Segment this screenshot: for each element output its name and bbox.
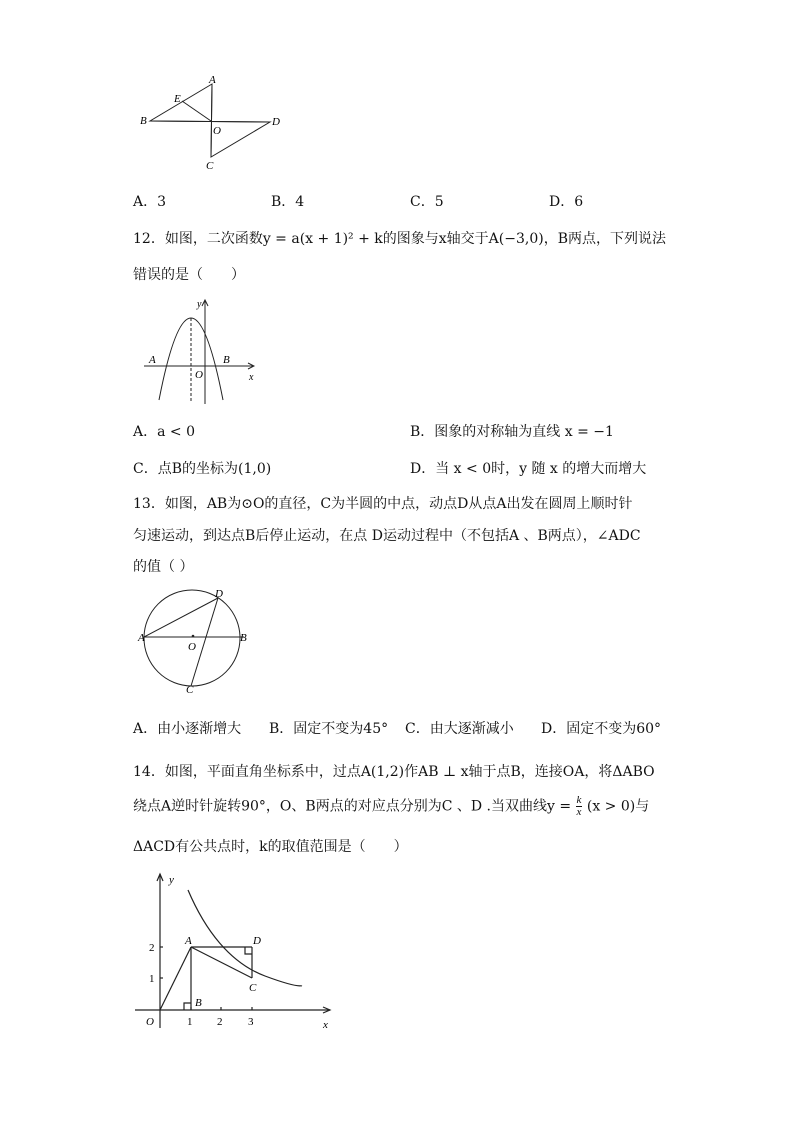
label-c: C bbox=[249, 982, 257, 994]
tick-label-x-2: 2 bbox=[217, 1016, 223, 1028]
diagonal-bd bbox=[150, 121, 270, 122]
q11-option-c: C．5 bbox=[410, 194, 444, 210]
label-y: y bbox=[197, 299, 202, 310]
fraction-denominator: x bbox=[576, 806, 582, 818]
right-angle-b bbox=[184, 1003, 191, 1010]
label-a: A bbox=[149, 354, 156, 366]
label-b: B bbox=[140, 115, 147, 127]
q13-stem-line3: 的值（ ） bbox=[133, 559, 194, 575]
label-b: B bbox=[240, 632, 247, 644]
label-a: A bbox=[209, 74, 216, 86]
label-c: C bbox=[186, 684, 194, 696]
label-d: D bbox=[215, 588, 223, 600]
label-o: O bbox=[195, 369, 203, 381]
q11-rhombus-figure bbox=[138, 74, 288, 174]
label-o: O bbox=[213, 125, 221, 137]
fraction-numerator: k bbox=[576, 794, 582, 806]
label-a: A bbox=[138, 632, 145, 644]
q14-stem-line3: ΔACD有公共点时，k的取值范围是（ ） bbox=[133, 839, 408, 855]
hyperbola-fraction bbox=[576, 795, 583, 818]
q11-option-b: B．4 bbox=[271, 194, 305, 210]
right-angle-d bbox=[245, 947, 252, 954]
q12-option-c: C．点B的坐标为(1,0) bbox=[133, 461, 272, 477]
label-d: D bbox=[253, 935, 261, 947]
label-x: x bbox=[323, 1019, 328, 1031]
circle-o bbox=[144, 590, 240, 686]
q13-option-b: B．固定不变为45° bbox=[269, 721, 389, 737]
q13-option-a: A．由小逐渐增大 bbox=[133, 721, 242, 737]
center-dot bbox=[192, 635, 195, 638]
q11-option-d: D．6 bbox=[549, 194, 584, 210]
q14-stem-line1: 14．如图，平面直角坐标系中，过点A(1,2)作AB ⊥ x轴于点B，连接OA，将ΔABO bbox=[133, 764, 655, 780]
label-y: y bbox=[169, 874, 174, 886]
label-e: E bbox=[174, 93, 181, 105]
label-o: O bbox=[188, 641, 196, 653]
segment-oe bbox=[182, 101, 211, 121]
q12-option-b: B．图象的对称轴为直线 x = −1 bbox=[410, 424, 614, 440]
q13-circle-figure bbox=[136, 586, 266, 696]
label-d: D bbox=[272, 116, 280, 128]
segment-ac bbox=[191, 947, 252, 978]
q14-coordinate-figure bbox=[130, 868, 340, 1038]
label-b: B bbox=[223, 354, 230, 366]
q14-stem-line2-part2: (x > 0)与 bbox=[586, 798, 650, 815]
q12-stem-line1: 12．如图，二次函数y = a(x + 1)² + k的图象与x轴交于A(−3,0)，B两点，下列说法 bbox=[133, 231, 666, 247]
q12-stem-line2: 错误的是（ ） bbox=[133, 267, 245, 283]
tick-label-y-1: 1 bbox=[149, 973, 155, 985]
label-x: x bbox=[249, 372, 254, 383]
q14-stem-line2-part1: 绕点A逆时针旋转90°，O、B两点的对应点分别为C 、D .当双曲线y = bbox=[133, 798, 572, 815]
q14-stem-line2 bbox=[133, 795, 649, 818]
tick-label-x-1: 1 bbox=[187, 1016, 193, 1028]
q12-option-d: D．当 x < 0时，y 随 x 的增大而增大 bbox=[410, 461, 647, 477]
tick-label-y-2: 2 bbox=[149, 942, 155, 954]
label-a: A bbox=[185, 935, 192, 947]
q13-option-d: D．固定不变为60° bbox=[541, 721, 662, 737]
tick-label-x-3: 3 bbox=[248, 1016, 254, 1028]
label-b: B bbox=[195, 997, 202, 1009]
segment-oa bbox=[160, 947, 191, 1010]
q13-option-c: C．由大逐渐减小 bbox=[405, 721, 514, 737]
q13-stem-line1: 13．如图，AB为⊙O的直径，C为半圆的中点，动点D从点A出发在圆周上顺时针 bbox=[133, 496, 633, 512]
chord-ad bbox=[144, 598, 218, 637]
q11-option-a: A．3 bbox=[133, 194, 167, 210]
q13-stem-line2: 匀速运动，到达点B后停止运动，在点 D运动过程中（不包括A 、B两点），∠ADC bbox=[133, 528, 641, 544]
label-o: O bbox=[146, 1016, 154, 1028]
hyperbola-curve bbox=[188, 890, 302, 986]
q12-parabola-figure bbox=[140, 296, 260, 408]
q12-option-a: A．a < 0 bbox=[133, 424, 195, 440]
label-c: C bbox=[206, 160, 214, 172]
